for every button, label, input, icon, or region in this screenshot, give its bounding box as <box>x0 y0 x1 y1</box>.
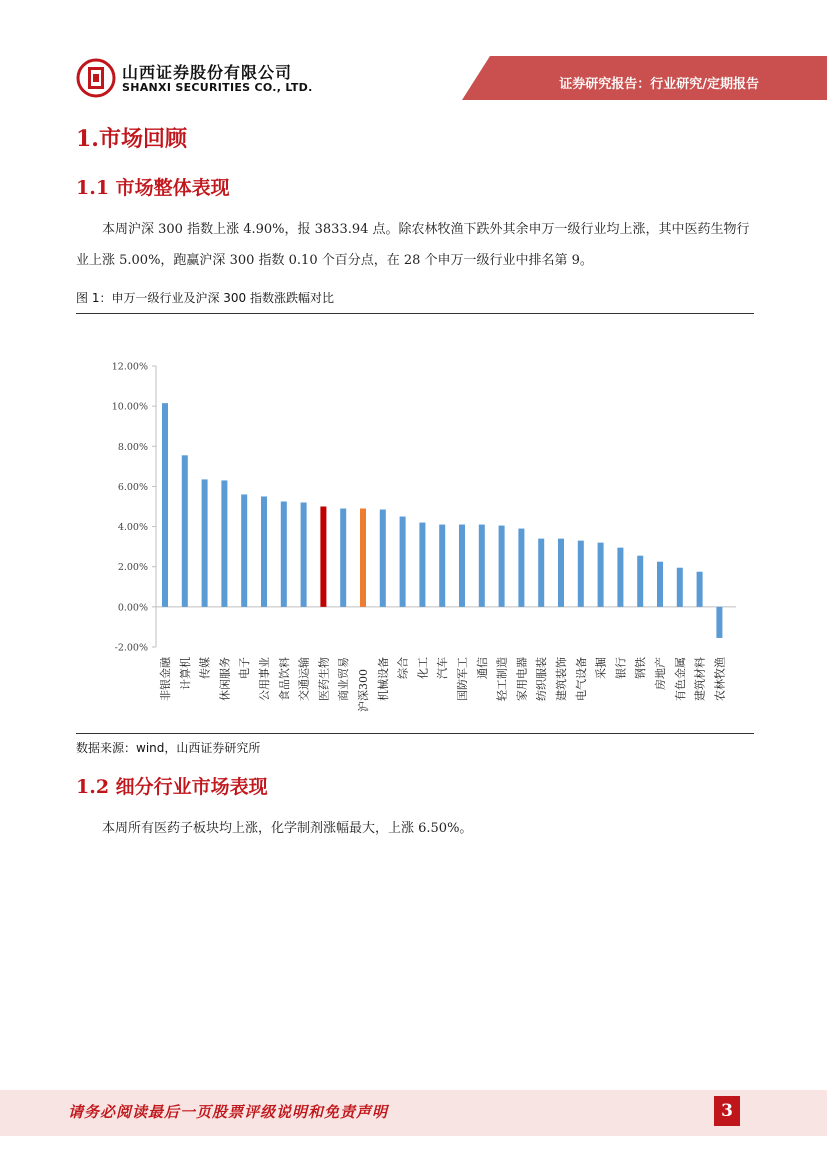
bar-15 <box>459 525 465 607</box>
bar-22 <box>598 543 604 607</box>
bar-7 <box>301 502 307 606</box>
bar-3 <box>221 480 227 606</box>
bar-17 <box>499 526 505 607</box>
category-label: 银行 <box>614 657 628 679</box>
category-label: 沪深300 <box>357 669 370 712</box>
category-label: 轻工制造 <box>495 657 509 701</box>
y-tick-label: -2.00% <box>114 642 148 654</box>
y-tick-label: 8.00% <box>117 441 148 453</box>
y-tick-label: 12.00% <box>111 361 148 373</box>
category-label: 商业贸易 <box>337 657 351 701</box>
bar-12 <box>400 517 406 607</box>
bar-25 <box>657 562 663 607</box>
y-tick-label: 0.00% <box>117 602 148 614</box>
category-label: 建筑装饰 <box>555 657 568 701</box>
category-label: 建筑材料 <box>693 657 707 701</box>
category-label: 有色金属 <box>673 657 687 701</box>
bar-11 <box>380 510 386 607</box>
page-header <box>0 0 827 100</box>
bar-27 <box>697 572 703 607</box>
bar-8 <box>320 507 326 607</box>
category-label: 计算机 <box>178 657 192 690</box>
bar-26 <box>677 568 683 607</box>
figure-top-rule <box>76 313 754 314</box>
category-label: 综合 <box>396 657 410 679</box>
bar-14 <box>439 525 445 607</box>
bar-5 <box>261 496 267 606</box>
figure-title: 图 1：申万一级行业及沪深 300 指数涨跌幅对比 <box>76 291 334 305</box>
y-tick-label: 6.00% <box>117 481 148 493</box>
figure-source: 数据来源：wind，山西证券研究所 <box>76 741 261 755</box>
bar-21 <box>578 541 584 607</box>
category-label: 休闲服务 <box>218 657 232 701</box>
bar-0 <box>162 403 168 607</box>
bar-28 <box>716 607 722 638</box>
footer-disclaimer: 请务必阅读最后一页股票评级说明和免责声明 <box>68 1103 389 1121</box>
section-title-overall: 1.1 市场整体表现 <box>76 177 230 199</box>
company-name-en: SHANXI SECURITIES CO., LTD. <box>122 81 313 94</box>
section-title-market-review: 1.市场回顾 <box>76 126 187 152</box>
y-tick-label: 2.00% <box>117 562 148 574</box>
y-tick-label: 4.00% <box>117 522 148 534</box>
bar-18 <box>518 529 524 607</box>
category-label: 国防军工 <box>456 657 469 701</box>
page-number: 3 <box>714 1096 740 1126</box>
y-tick-label: 10.00% <box>111 401 148 413</box>
category-label: 医药生物 <box>317 657 331 701</box>
category-label: 通信 <box>475 657 489 679</box>
bar-24 <box>637 556 643 607</box>
bar-13 <box>419 523 425 607</box>
bar-23 <box>617 548 623 607</box>
category-label: 钢铁 <box>634 657 648 679</box>
category-label: 非银金融 <box>159 657 172 701</box>
category-label: 交通运输 <box>297 657 311 701</box>
bar-16 <box>479 525 485 607</box>
bar-10 <box>360 509 366 607</box>
bar-1 <box>182 455 188 607</box>
industry-return-chart <box>76 316 754 733</box>
category-label: 电子 <box>238 657 252 679</box>
bar-9 <box>340 509 346 607</box>
company-logo-icon <box>76 58 116 98</box>
figure-bottom-rule <box>76 733 754 734</box>
category-label: 采掘 <box>594 657 608 679</box>
bar-4 <box>241 494 247 606</box>
overall-paragraph: 本周沪深 300 指数上涨 4.90%，报 3833.94 点。除农林牧渔下跌外其余申万一级行业均上涨，其中医药生物行业上涨 5.00%，跑赢沪深 300 指数 0.10 个百分点，在 28 个申万一级行业中排名第 9。 <box>76 222 750 268</box>
category-label: 电气设备 <box>574 657 588 701</box>
category-label: 房地产 <box>654 657 667 690</box>
subsector-paragraph: 本周所有医药子板块均上涨，化学制剂涨幅最大，上涨 6.50%。 <box>102 821 473 836</box>
category-label: 化工 <box>416 657 430 679</box>
bar-6 <box>281 501 287 606</box>
report-type-tag: 证券研究报告：行业研究/定期报告 <box>559 77 759 92</box>
section-title-subsector: 1.2 细分行业市场表现 <box>76 776 268 798</box>
category-label: 纺织服装 <box>535 657 549 701</box>
category-label: 机械设备 <box>376 657 390 701</box>
category-label: 公用事业 <box>258 657 271 701</box>
category-label: 传媒 <box>198 657 212 679</box>
category-label: 家用电器 <box>515 657 529 701</box>
bar-2 <box>202 479 208 606</box>
bar-20 <box>558 539 564 607</box>
category-label: 汽车 <box>436 657 450 679</box>
company-name-cn: 山西证券股份有限公司 <box>122 63 293 82</box>
bar-19 <box>538 539 544 607</box>
category-label: 农林牧渔 <box>713 657 727 701</box>
category-label: 食品饮料 <box>277 657 291 701</box>
